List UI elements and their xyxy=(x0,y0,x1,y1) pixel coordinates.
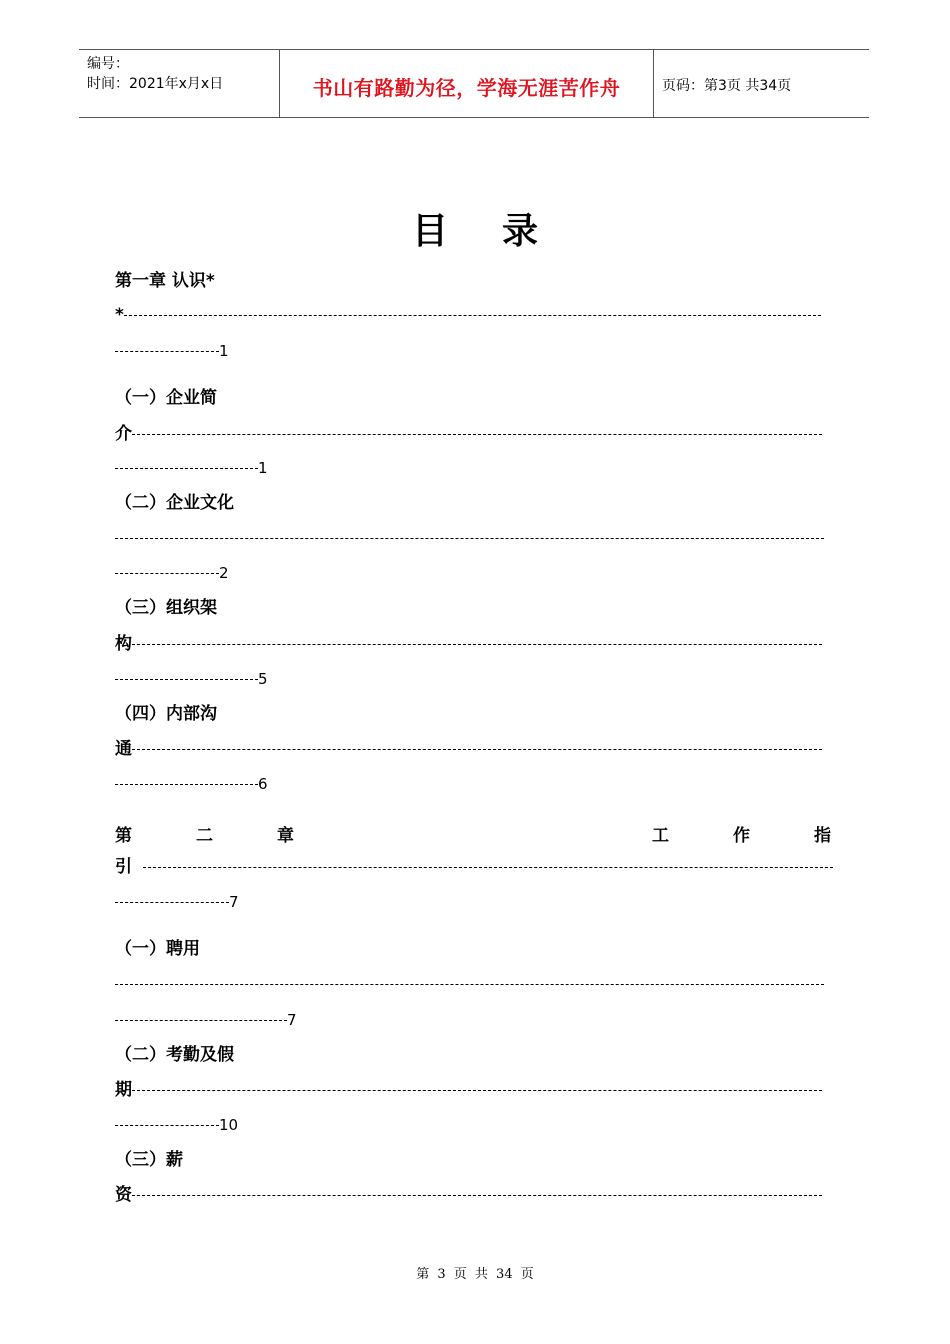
header-top-rule xyxy=(79,49,869,50)
toc-leader-line xyxy=(115,738,822,760)
serial-label: 编号： xyxy=(87,56,129,72)
toc-leader-line xyxy=(115,856,833,878)
toc-entry-title[interactable]: （一）聘用 xyxy=(115,939,200,959)
toc-page-number: 5 xyxy=(258,670,268,688)
toc-entry-title[interactable]: （四）内部沟 xyxy=(115,704,217,724)
toc-page-line xyxy=(115,1009,297,1031)
toc-page-number: 10 xyxy=(219,1116,239,1134)
header-page-info: 页码：第3页 共34页 xyxy=(662,78,792,94)
chapter-char: 工 xyxy=(652,826,669,846)
toc-lead-char: 引 xyxy=(115,857,132,877)
header-meta xyxy=(87,54,223,94)
toc-entry-title[interactable]: （二）考勤及假 xyxy=(115,1045,234,1065)
header-bottom-rule xyxy=(79,117,869,118)
toc-leader-line xyxy=(115,304,821,326)
toc-page-number: 6 xyxy=(258,775,268,793)
toc-entry-title[interactable]: （二）企业文化 xyxy=(115,493,234,513)
toc-page-line xyxy=(115,457,268,479)
toc-chapter-title[interactable] xyxy=(115,821,831,846)
toc-lead-char: * xyxy=(115,305,124,325)
toc-lead-char: 通 xyxy=(115,739,132,759)
page-title: 目录 xyxy=(411,211,592,252)
toc-page-line xyxy=(115,891,239,913)
chapter-char: 作 xyxy=(733,826,750,846)
toc-lead-char: 资 xyxy=(115,1185,132,1205)
toc-entry-title[interactable]: （三）组织架 xyxy=(115,598,217,618)
chapter-char: 章 xyxy=(277,826,294,846)
toc-lead-char: 构 xyxy=(115,634,132,654)
header-motto: 书山有路勤为径，学海无涯苦作舟 xyxy=(312,76,621,100)
chapter-char: 二 xyxy=(196,826,213,846)
toc-page-number: 1 xyxy=(219,342,229,360)
toc-page-number: 1 xyxy=(258,459,268,477)
toc-leader-line xyxy=(115,973,824,995)
chapter-char: 第 xyxy=(115,826,132,846)
toc-leader-line xyxy=(115,1079,822,1101)
toc-leader-line xyxy=(115,1184,822,1206)
toc-leader-line xyxy=(115,633,822,655)
toc-entry-title[interactable]: 第一章 认识* xyxy=(115,271,215,291)
page-footer: 第 3 页 共 34 页 xyxy=(416,1267,534,1282)
toc-entry-title[interactable]: （一）企业简 xyxy=(115,388,217,408)
toc-lead-char: 期 xyxy=(115,1080,132,1100)
toc-page-line xyxy=(115,1114,238,1136)
toc-entry-title[interactable]: （三）薪 xyxy=(115,1150,183,1170)
toc-page-line xyxy=(115,340,229,362)
chapter-char: 指 xyxy=(814,826,831,846)
toc-leader-line xyxy=(115,527,824,549)
time-text: 时间：2021年x月x日 xyxy=(87,76,224,92)
toc-page-line xyxy=(115,773,268,795)
toc-page-number: 7 xyxy=(229,893,239,911)
header-divider-right xyxy=(653,49,654,117)
toc-leader-line xyxy=(115,423,822,445)
toc-page-line xyxy=(115,562,229,584)
toc-page-number: 7 xyxy=(287,1011,297,1029)
toc-page-number: 2 xyxy=(219,564,229,582)
toc-lead-char: 介 xyxy=(115,424,132,444)
toc-page-line xyxy=(115,668,268,690)
